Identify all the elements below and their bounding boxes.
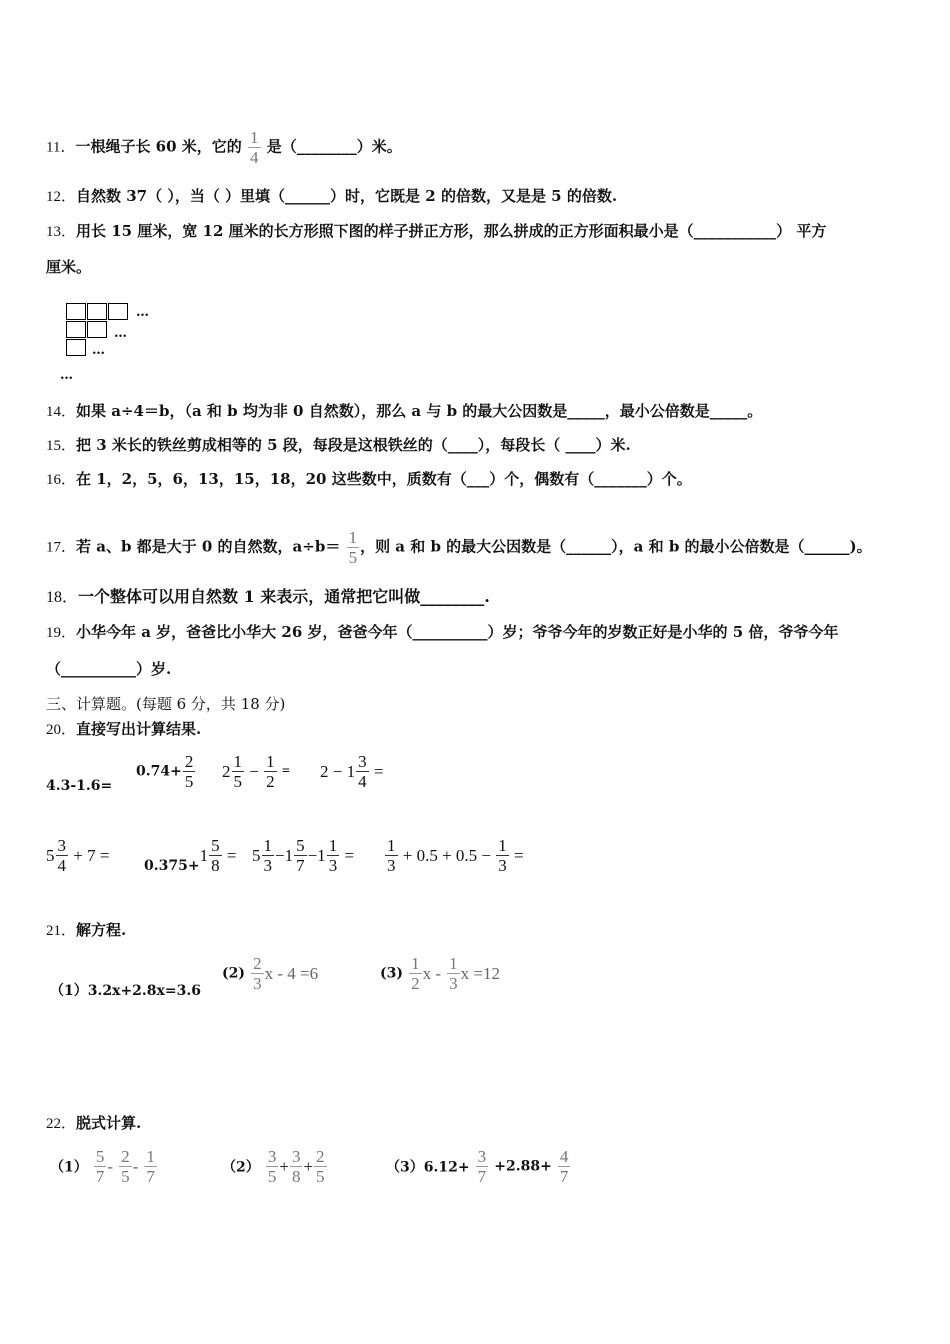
question-12 [46, 186, 617, 207]
question-number: 14． [46, 404, 77, 420]
fraction: $\frac{1}{5}$ [348, 528, 358, 567]
expression-1: 4.3-1.6= [46, 778, 113, 794]
question-text-continued: 厘米。 [46, 258, 92, 276]
question-text-rest: ，则 a 和 b 的最大公因数是（______），a 和 b 的最小公倍数是（______)。 [360, 537, 872, 556]
question-number: 20． [46, 722, 77, 738]
rectangle-cell [108, 303, 128, 320]
question-15 [46, 435, 631, 456]
expression-2: 0.74+ $\frac{2}{5}$ [136, 752, 194, 791]
fraction: $\frac{2}{3}$ [253, 954, 262, 993]
rectangle-cell [87, 321, 107, 338]
equation-1: （1）3.2x+2.8x=3.6 [50, 983, 201, 999]
question-title: 脱式计算. [76, 1114, 142, 1132]
expression-6: 0.375+1 $\frac{5}{8}$ = [144, 836, 237, 875]
fraction: $\frac{3}{4}$ [57, 836, 66, 875]
rectangle-cell [66, 321, 86, 338]
question-number: 19． [46, 625, 77, 641]
equation-2: (2) $\frac{2}{3}$ x - 4 =6 [222, 954, 319, 993]
question-text: 小华今年 a 岁，爸爸比小华大 26 岁，爸爸今年（__________）岁；爷爷今年的岁数正好是小华的 5 倍，爷爷今年 [76, 623, 839, 641]
question-text: 一个整体可以用自然数 1 来表示，通常把它叫做________. [78, 587, 490, 606]
question-text: 自然数 37（ ），当（ ）里填（______）时，它既是 2 的倍数，又是是 5 的倍数. [76, 187, 618, 205]
question-21 [46, 920, 126, 941]
expression-7: 5 $\frac{1}{3}$ −1 $\frac{5}{7}$ −1 $\frac{1}{3}$ = [252, 836, 355, 875]
fraction: $\frac{1}{3}$ [449, 954, 458, 993]
fraction: $\frac{3}{5}$ [267, 1147, 277, 1186]
question-17 [46, 528, 872, 567]
question-text: 若 a、b 都是大于 0 的自然数，a÷b＝ [76, 537, 341, 556]
question-text: 把 3 米长的铁丝剪成相等的 5 段，每段是这根铁丝的（____），每段长（ ____）米. [76, 436, 631, 454]
ellipsis: … [92, 343, 105, 358]
fraction: $\frac{3}{4}$ [358, 752, 367, 791]
ellipsis: … [136, 305, 149, 320]
equation-3: (3) $\frac{1}{2}$ x - $\frac{1}{3}$ x =12 [380, 954, 500, 993]
question-number: 22． [46, 1116, 77, 1132]
fraction: $\frac{1}{2}$ [411, 954, 420, 993]
question-13-continued [46, 257, 91, 277]
fraction: $\frac{5}{7}$ [296, 836, 305, 875]
question-13 [46, 221, 826, 242]
rectangle-cell [66, 303, 86, 320]
fraction: $\frac{1}{4}$ [250, 128, 259, 167]
fraction: $\frac{4}{7}$ [559, 1147, 569, 1186]
fraction: $\frac{2}{5}$ [184, 752, 194, 791]
question-title: 直接写出计算结果. [76, 720, 202, 738]
question-text: 用长 15 厘米，宽 12 厘米的长方形照下图的样子拼正方形，那么拼成的正方形面积最小是（___________） 平方 [76, 222, 827, 240]
expression-22-2: （2） $\frac{3}{5}$ + $\frac{3}{8}$ + $\frac{2}{5}$ [222, 1147, 325, 1186]
expression-3: 2 $\frac{1}{5}$ − $\frac{1}{2}$ = [222, 752, 290, 791]
fraction: $\frac{5}{8}$ [211, 836, 220, 875]
question-number: 15． [46, 438, 77, 454]
section-title: 三、计算题。(每题 6 分，共 18 分) [46, 695, 286, 713]
expression-8: $\frac{1}{3}$ + 0.5 + 0.5 − $\frac{1}{3}$ = [387, 836, 524, 875]
question-16 [46, 469, 692, 490]
rectangle-staircase-figure [66, 303, 166, 383]
question-number: 21． [46, 923, 77, 939]
expression-22-1: （1） $\frac{5}{7}$ - $\frac{2}{5}$ - $\frac{1}{7}$ [50, 1147, 155, 1186]
question-text-continued: （__________）岁. [46, 660, 172, 678]
fraction: $\frac{2}{5}$ [316, 1147, 325, 1186]
question-19 [46, 622, 838, 643]
question-number: 18． [46, 589, 79, 606]
fraction: $\frac{1}{3}$ [328, 836, 338, 875]
expression-22-3: （3）6.12+ $\frac{3}{7}$ +2.88+ $\frac{4}{7}$ [386, 1147, 569, 1186]
rectangle-cell [66, 339, 86, 356]
question-number: 17． [46, 539, 77, 556]
question-11 [46, 128, 402, 167]
fraction: $\frac{1}{5}$ [233, 752, 242, 791]
fraction: $\frac{3}{8}$ [291, 1147, 301, 1186]
fraction: $\frac{1}{3}$ [387, 836, 396, 875]
fraction: $\frac{1}{7}$ [146, 1147, 155, 1186]
question-22 [46, 1113, 141, 1134]
ellipsis: … [114, 326, 127, 341]
fraction: $\frac{5}{7}$ [95, 1147, 105, 1186]
question-text: 在 1，2，5，6，13，15，18，20 这些数中，质数有（___）个，偶数有（_______）个。 [76, 470, 692, 488]
fraction: $\frac{3}{7}$ [477, 1147, 487, 1186]
question-20 [46, 719, 201, 740]
expression-5: 5 $\frac{3}{4}$ + 7 = [46, 836, 110, 875]
question-18 [46, 587, 490, 608]
expression-4: 2 − 1 $\frac{3}{4}$ = [320, 752, 384, 791]
fraction: $\frac{1}{3}$ [263, 836, 272, 875]
question-number: 13． [46, 224, 77, 240]
question-number: 16． [46, 472, 77, 488]
question-number: 12． [46, 189, 77, 205]
question-19-continued [46, 659, 171, 679]
rectangle-cell [87, 303, 107, 320]
fraction: $\frac{1}{2}$ [266, 752, 275, 791]
question-number: 11． [46, 139, 76, 156]
fraction: $\frac{2}{5}$ [121, 1147, 130, 1186]
question-text: 一根绳子长 60 米，它的 [75, 137, 242, 156]
ellipsis: … [60, 368, 73, 383]
fraction: $\frac{1}{3}$ [498, 836, 507, 875]
answer-blank-text: 是（________）米。 [266, 137, 402, 156]
question-text: 如果 a÷4＝b，（a 和 b 均为非 0 自然数），那么 a 与 b 的最大公因数是_____，最小公倍数是_____。 [76, 402, 763, 420]
question-title: 解方程. [76, 921, 127, 939]
question-14 [46, 401, 762, 422]
